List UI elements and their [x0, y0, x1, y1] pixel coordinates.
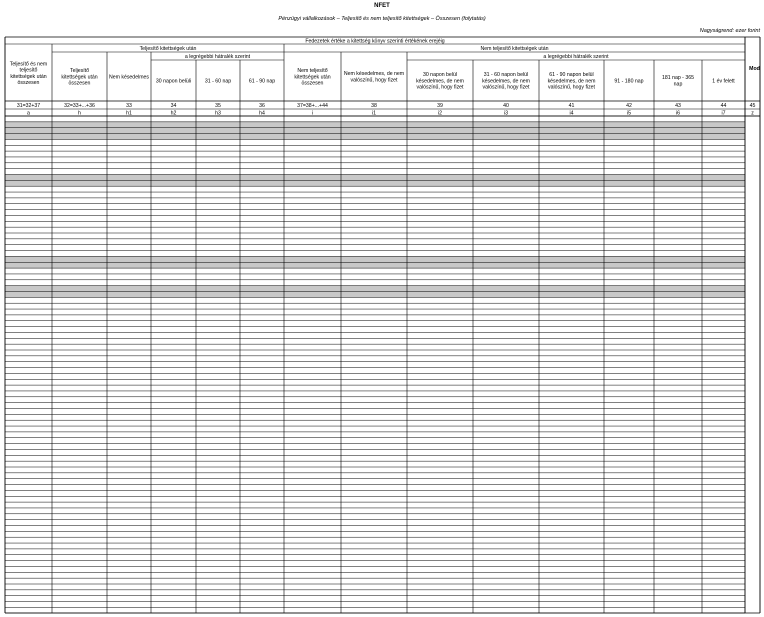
column-code: 35 [215, 102, 221, 109]
band-header: Fedezetek értéke a kitettség könyv szerinti értékének erejéig [305, 38, 445, 45]
column-letter: i3 [503, 110, 509, 117]
shaded-row [5, 128, 745, 134]
column-header: Teljesítő és nem teljesítő kitettségek után összesen [9, 61, 48, 87]
shaded-row [5, 175, 745, 181]
shaded-row [5, 286, 745, 292]
column-code: 44 [720, 102, 727, 109]
column-code: 40 [503, 102, 509, 109]
column-letter: a [27, 110, 30, 117]
nonperforming-arrears-header: a legrégebbi hátralék szerint [543, 53, 609, 60]
column-code: 31=32+37 [16, 102, 41, 109]
column-code: 41 [568, 102, 575, 109]
column-header: 31 - 60 nap [204, 78, 232, 85]
performing-group-header: Teljesítő kitettségek után [139, 45, 197, 52]
column-code: 32=33+...+36 [64, 102, 95, 109]
column-code: 33 [126, 102, 132, 109]
unit-label: Nagyságrend: ezer forint [699, 28, 760, 34]
column-header: Nem teljesítő kitettségek után összesen [294, 68, 331, 87]
shaded-row [5, 134, 745, 140]
column-header: 1 év felett [712, 78, 735, 85]
column-code: 45 [749, 102, 756, 109]
column-header: 30 napon belül késedelmes, de nem valószínű, hogy fizet [416, 72, 464, 91]
column-header: 31 - 60 napon belül késedelmes, de nem valószínű, hogy fizet [482, 72, 530, 91]
shaded-row [5, 180, 745, 186]
shaded-row [5, 292, 745, 298]
column-header: 30 napon belüli [155, 78, 192, 85]
column-letter: i1 [371, 110, 377, 117]
column-letter: h3 [215, 110, 221, 117]
column-code: 38 [371, 102, 377, 109]
column-header: Teljesítő kitettségek után összesen [61, 68, 98, 87]
mod-header: Mod [749, 65, 760, 72]
column-header: Nem késedelmes, de nem valószínű, hogy fizet [343, 71, 405, 84]
column-code: 36 [259, 102, 265, 109]
column-letter: h1 [126, 110, 132, 117]
column-header: Nem késedelmes [108, 74, 150, 81]
nonperforming-group-header: Nem teljesítő kitettségek után [480, 45, 549, 52]
column-letter: z [751, 110, 754, 117]
column-letter: i2 [437, 110, 443, 117]
column-letter: i [311, 110, 314, 117]
shaded-row [5, 256, 745, 262]
column-header: 91 - 180 nap [614, 78, 644, 85]
column-code: 39 [437, 102, 443, 109]
column-header: 61 - 90 napon belül késedelmes, de nem valószínű, hogy fizet [547, 72, 596, 91]
column-letter: h [78, 110, 81, 117]
form-code-title: NFET [374, 3, 390, 9]
column-code: 43 [675, 102, 681, 109]
shaded-row [5, 262, 745, 268]
column-letter: h2 [170, 110, 177, 117]
column-header: 181 nap - 365 nap [661, 75, 695, 88]
column-letter: i7 [721, 110, 726, 117]
column-code: 37=38+...+44 [297, 102, 328, 109]
column-header: 61 - 90 nap [248, 78, 276, 85]
column-code: 42 [626, 102, 632, 109]
column-letter: i4 [569, 110, 574, 117]
column-letter: h4 [259, 110, 265, 117]
column-letter: i6 [675, 110, 681, 117]
column-letter: i5 [626, 110, 632, 117]
shaded-row [5, 122, 745, 128]
table-subtitle: Pénzügyi vállalkozások – Teljesítő és nem teljesítő kitettségek – Összesen (folytatás) [278, 16, 486, 22]
column-code: 34 [170, 102, 177, 109]
performing-arrears-header: a legrégebbi hátralék szerint [184, 53, 251, 60]
